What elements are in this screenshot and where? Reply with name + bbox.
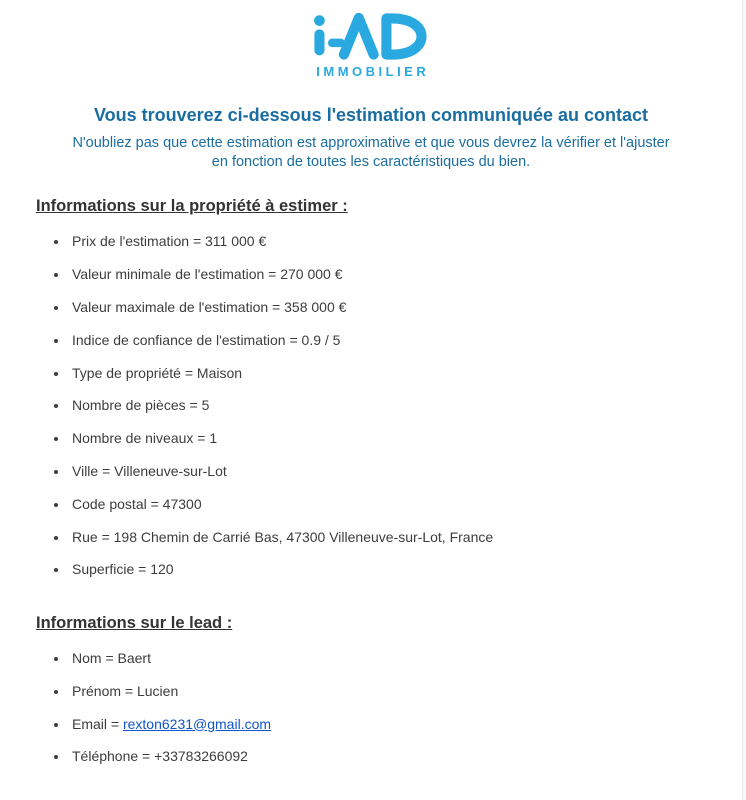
item-text: Nombre de pièces = 5: [72, 397, 210, 414]
property-list: [36, 233, 706, 578]
item-text: Type de propriété = Maison: [72, 364, 243, 381]
list-item: [69, 332, 706, 349]
list-item: [69, 430, 706, 447]
list-item: [69, 716, 706, 733]
list-item: [69, 561, 706, 578]
list-item: [69, 683, 706, 700]
subtitle: [36, 134, 706, 172]
list-item: [69, 299, 706, 316]
section-heading-lead: Informations sur le lead :: [36, 614, 233, 633]
subtitle-line-2: en fonction de toutes les caractéristiques du bien.: [211, 153, 531, 170]
item-text: Prix de l'estimation = 311 000 €: [72, 233, 267, 250]
item-text: Superficie = 120: [72, 561, 174, 578]
email-link[interactable]: rexton6231@gmail.com: [122, 715, 272, 732]
lead-list: [36, 650, 706, 765]
list-item: [69, 233, 706, 250]
subtitle-line-1: N'oubliez pas que cette estimation est approximative et que vous devrez la vérifier et l'ajuster: [72, 134, 670, 151]
iad-logo-icon: [312, 12, 430, 61]
item-text: Nom = Baert: [72, 650, 151, 667]
list-item: [69, 266, 706, 283]
page-title: Vous trouverez ci-dessous l'estimation communiquée au contact: [93, 105, 649, 125]
list-item: [69, 748, 706, 765]
list-item: [69, 496, 706, 513]
item-text: Indice de confiance de l'estimation = 0.9 / 5: [72, 331, 341, 348]
item-text: Valeur maximale de l'estimation = 358 000 €: [72, 298, 347, 315]
logo-block: [36, 10, 706, 79]
list-item: [69, 365, 706, 382]
item-text: Prénom = Lucien: [72, 682, 179, 699]
item-text: Nombre de niveaux = 1: [72, 430, 218, 447]
item-text: Code postal = 47300: [72, 495, 202, 512]
logo-text: [371, 61, 372, 62]
logo-subtext: IMMOBILIER: [316, 64, 430, 79]
list-item: [69, 650, 706, 667]
list-item: [69, 397, 706, 414]
item-text: Valeur minimale de l'estimation = 270 000 €: [72, 266, 343, 283]
item-text: Rue = 198 Chemin de Carrié Bas, 47300 Villeneuve-sur-Lot, France: [72, 528, 494, 545]
item-text: Email =: [72, 715, 123, 732]
item-text: Ville = Villeneuve-sur-Lot: [72, 462, 227, 479]
list-item: [69, 463, 706, 480]
list-item: [69, 529, 706, 546]
page-right-edge: [742, 0, 746, 800]
section-heading-property: Informations sur la propriété à estimer :: [36, 197, 348, 216]
item-text: Téléphone = +33783266092: [72, 748, 248, 765]
